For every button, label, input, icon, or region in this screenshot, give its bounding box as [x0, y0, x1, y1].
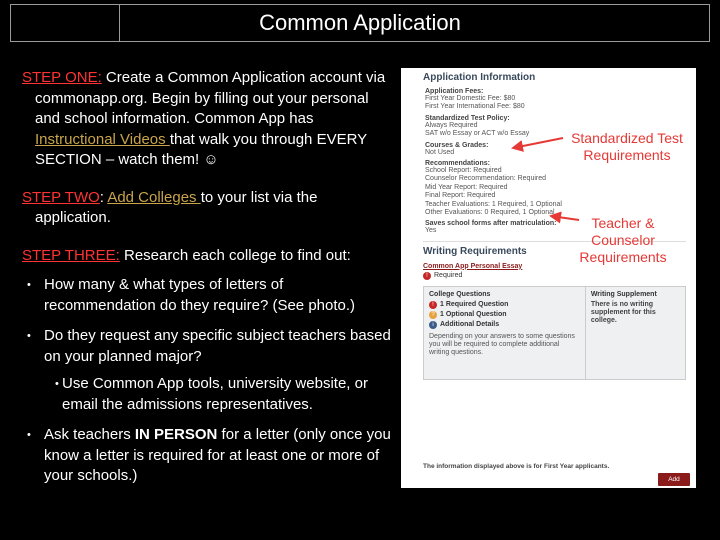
rec-line: Counselor Recommendation: Required — [425, 175, 547, 183]
optional-icon: ? — [429, 311, 437, 319]
fee-line: First Year Domestic Fee: $80 — [425, 95, 516, 102]
courses-label: Courses & Grades: — [425, 141, 489, 149]
title-bar — [10, 4, 710, 42]
essay-status-text: Required — [434, 272, 463, 280]
step-two-label: STEP TWO — [22, 188, 100, 206]
additional-details-text: Additional Details — [440, 321, 500, 329]
additional-details-text-body: Depending on your answers to some questions you will be required to complete additional writing questions. — [429, 332, 575, 356]
step-one-text: Create a Common Application account via commonapp.org. Begin by filling out your personal and school information. Common App has — [35, 69, 386, 127]
optional-question-text: 1 Optional Question — [440, 311, 507, 319]
rec-line: Mid Year Report: Required — [425, 183, 508, 191]
application-info-title: Application Information — [423, 72, 536, 83]
rec-line: Final Report: Required — [425, 192, 496, 200]
step-two-text: to your list via the application. — [35, 188, 318, 226]
required-question-text: 1 Required Question — [440, 301, 509, 309]
step-one-text-end: that walk you through EVERY SECTION – watch them! ☺ — [35, 130, 367, 168]
writing-supplement-heading: Writing Supplement — [590, 290, 657, 298]
test-annotation: Standardized Test Requirements — [571, 130, 683, 163]
save-forms-label: Saves school forms after matriculation: — [425, 220, 557, 228]
list-item — [22, 425, 397, 487]
fees-label: Application Fees: — [425, 88, 484, 95]
teacher-annotation: Teacher & Counselor Requirements — [579, 215, 667, 265]
test-arrow — [513, 138, 563, 148]
required-icon: ! — [423, 272, 431, 280]
list-item: • How many & what types of letters of recommendation do they require? (See photo.) — [22, 275, 397, 316]
rec-line: School Report: Required — [425, 167, 502, 175]
required-icon: ! — [429, 301, 437, 309]
step-one-label: STEP ONE: — [22, 69, 102, 86]
test-policy-label: Standardized Test Policy: — [425, 114, 510, 122]
step-three-list — [22, 275, 397, 487]
list-item-text-end: for a letter (only once you know a letter is required for at least one or more of your schools.) — [44, 426, 391, 484]
step-two-colon: : — [99, 188, 108, 206]
step-one — [22, 68, 397, 171]
sub-list-item: • Use Common App tools, university website, or email the admissions representatives. — [22, 374, 397, 415]
title-divider — [119, 5, 120, 41]
info-icon: i — [429, 321, 437, 329]
step-three-text: Research each college to find out: — [119, 246, 351, 264]
courses-line: Not Used — [425, 148, 455, 156]
page-title: Common Application — [259, 10, 461, 35]
annotation-arrows — [401, 68, 696, 488]
personal-essay-link[interactable]: Common App Personal Essay — [423, 262, 523, 270]
first-year-note: The information displayed above is for First Year applicants. — [423, 463, 610, 470]
step-three-label: STEP THREE: — [22, 246, 120, 264]
college-questions-heading: College Questions — [429, 290, 491, 298]
instructional-videos-link[interactable]: Instructional Videos — [35, 130, 170, 148]
test-line: Always Required — [425, 121, 478, 129]
add-colleges-link[interactable]: Add Colleges — [107, 188, 201, 206]
teacher-arrow — [551, 216, 579, 220]
fee-line: First Year International Fee: $80 — [425, 103, 525, 111]
recommendations-label: Recommendations: — [425, 160, 490, 168]
writing-requirements-title: Writing Requirements — [423, 245, 527, 257]
rec-line: Teacher Evaluations: 1 Required, 1 Optional — [425, 200, 562, 208]
list-item: • Do they request any specific subject teachers based on your planned major? — [22, 326, 397, 367]
save-line: Yes — [425, 227, 437, 235]
in-person-emphasis: IN PERSON — [134, 426, 218, 443]
step-three — [22, 246, 397, 267]
application-screenshot — [401, 68, 696, 488]
test-line: SAT w/o Essay or ACT w/o Essay — [425, 130, 530, 138]
list-item-text: Ask teachers — [44, 426, 135, 443]
steps-text — [22, 68, 397, 497]
writing-supplement-text: There is no writing supplement for this college. — [590, 300, 656, 324]
step-two — [22, 188, 397, 229]
rec-line: Other Evaluations: 0 Required, 1 Optional — [425, 209, 555, 217]
add-button[interactable]: Add — [658, 473, 690, 486]
